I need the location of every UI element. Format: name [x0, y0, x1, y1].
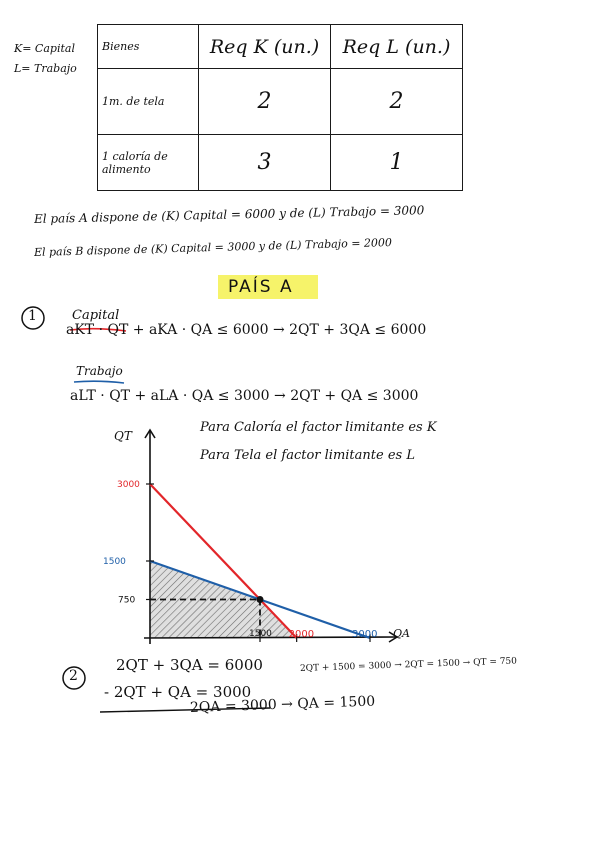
x-tick-2000: 2000: [288, 629, 315, 640]
legend-trabajo: L= Trabajo: [14, 62, 77, 75]
x-axis-label: QA: [393, 627, 410, 640]
step2-side-calc: 2QT + 1500 = 3000 → 2QT = 1500 → QT = 750: [299, 656, 518, 674]
legend-capital: K= Capital: [14, 42, 75, 55]
note-caloria: Para Caloría el factor limitante es K: [200, 420, 437, 435]
trabajo-equation: aLT · QT + aLA · QA ≤ 3000 → 2QT + QA ≤ 3000: [70, 388, 419, 404]
step2-equation-1: 2QT + 3QA = 6000: [116, 656, 263, 674]
row-req-k: 3: [199, 135, 331, 191]
row-good-label: 1 caloría de alimento: [98, 135, 199, 191]
x-tick-1500: 1500: [249, 629, 272, 639]
trabajo-label: Trabajo: [76, 364, 123, 378]
header-req-l: Req L (un.): [331, 25, 463, 69]
capital-equation: aKT · QT + aKA · QA ≤ 6000 → 2QT + 3QA ≤ 6000: [66, 322, 427, 338]
step2-number: 2: [69, 668, 78, 684]
header-goods: Bienes: [98, 25, 199, 69]
intersection-point: [257, 596, 264, 603]
header-req-k: Req K (un.): [199, 25, 331, 69]
y-tick-3000: 3000: [117, 480, 140, 490]
step2-equation-2: - 2QT + QA = 3000: [104, 683, 252, 701]
row-req-l: 1: [331, 135, 463, 191]
statement-country-a: El país A dispone de (K) Capital = 6000 y de (L) Trabajo = 3000: [33, 203, 425, 226]
y-axis-label: QT: [114, 429, 132, 443]
plot-area: [144, 430, 397, 644]
capital-label: Capital: [72, 308, 120, 323]
statement-country-b: El país B dispone de (K) Capital = 3000 y de (L) Trabajo = 2000: [33, 236, 393, 259]
row-req-k: 2: [199, 69, 331, 135]
note-tela: Para Tela el factor limitante es L: [200, 448, 415, 463]
step1-number: 1: [28, 308, 37, 324]
y-tick-750: 750: [118, 595, 136, 606]
x-tick-3000: 3000: [352, 629, 378, 640]
row-good-label: 1m. de tela: [98, 69, 199, 135]
section-title: PAÍS A: [228, 277, 294, 297]
y-tick-1500: 1500: [103, 557, 126, 567]
step2-result: 2QA = 3000 → QA = 1500: [189, 693, 376, 716]
row-req-l: 2: [331, 69, 463, 135]
